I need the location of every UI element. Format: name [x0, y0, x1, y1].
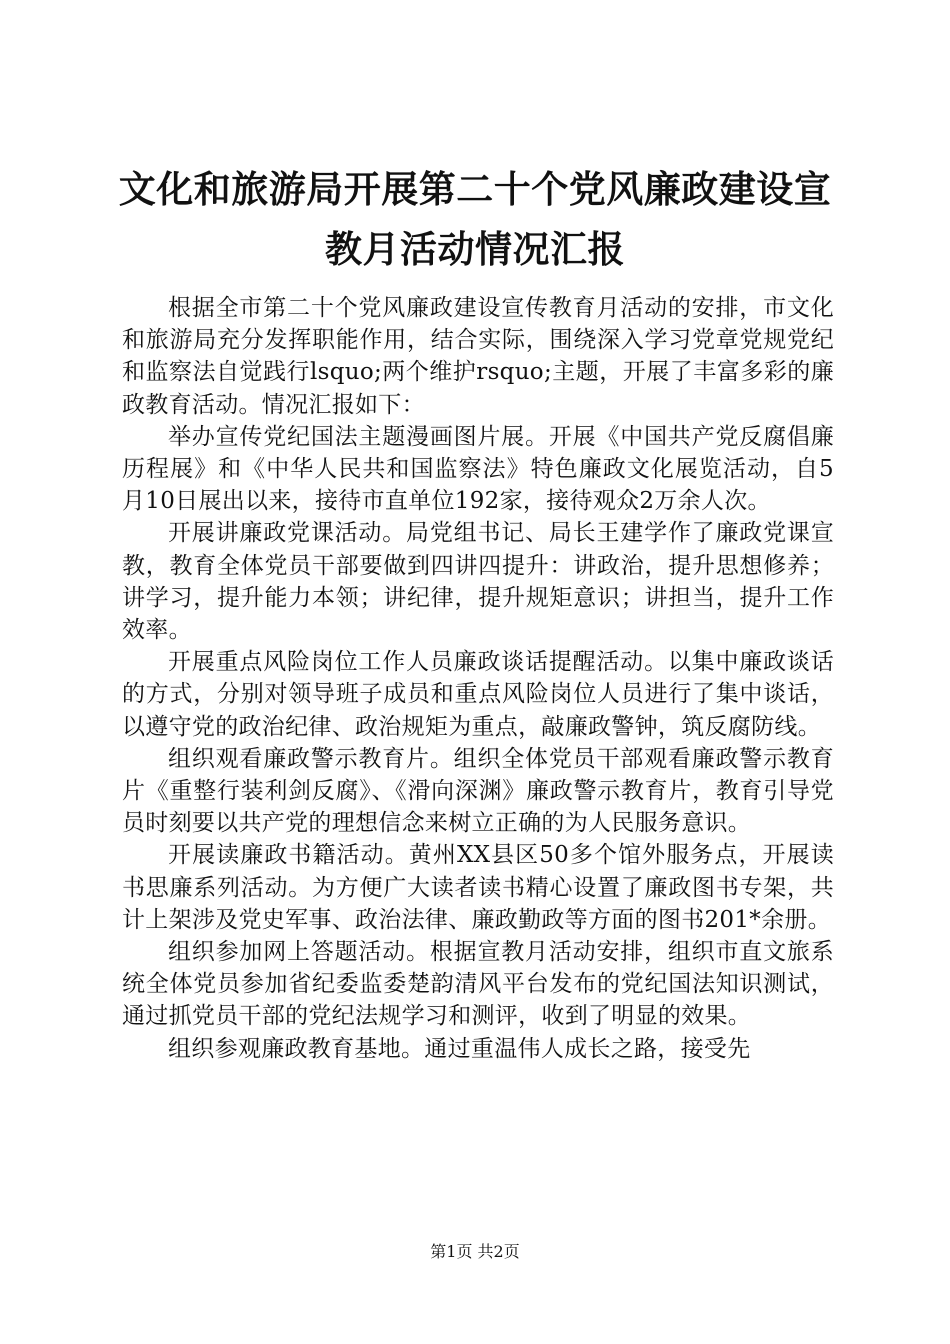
paragraph-integrity-talk: 开展重点风险岗位工作人员廉政谈话提醒活动。以集中廉政谈话的方式，分别对领导班子成员和重点风险岗位人员进行了集中谈话，以遵守党的政治纪律、政治规矩为重点，敲廉政警钟，筑反腐防线。: [122, 649, 834, 740]
paragraph-intro: 根据全市第二十个党风廉政建设宣传教育月活动的安排，市文化和旅游局充分发挥职能作用，结合实际，围绕深入学习党章党规党纪和监察法自觉践行lsquo;两个维护rsquo;主题，开展了丰富多彩的廉政教育活动。情况汇报如下：: [122, 295, 834, 418]
page-footer: 第1页 共2页: [430, 1242, 520, 1261]
document-body: [122, 292, 834, 1065]
paragraph-reading: 开展读廉政书籍活动。黄州XX县区50多个馆外服务点，开展读书思廉系列活动。为方便广大读者读书精心设置了廉政图书专架，共计上架涉及党史军事、政治法律、廉政勤政等方面的图书201*余册。: [122, 842, 834, 933]
paragraph-education-base: 组织参观廉政教育基地。通过重温伟人成长之路，接受先: [168, 1035, 751, 1062]
document-title: 文化和旅游局开展第二十个党风廉政建设宣教月活动情况汇报: [118, 168, 832, 271]
paragraph-warning-film: 组织观看廉政警示教育片。组织全体党员干部观看廉政警示教育片《重整行装利剑反腐》、《滑向深渊》廉政警示教育片，教育引导党员时刻要以共产党的理想信念来树立正确的为人民服务意识。: [122, 745, 834, 837]
paragraph-party-lecture: 开展讲廉政党课活动。局党组书记、局长王建学作了廉政党课宣教，教育全体党员干部要做到四讲四提升：讲政治，提升思想修养；讲学习，提升能力本领；讲纪律，提升规矩意识；讲担当，提升工作效率。: [122, 520, 834, 644]
paragraph-exhibition: 举办宣传党纪国法主题漫画图片展。开展《中国共产党反腐倡廉历程展》和《中华人民共和国监察法》特色廉政文化展览活动，自5月10日展出以来，接待市直单位192家，接待观众2万余人次。: [122, 423, 834, 515]
paragraph-online-quiz: 组织参加网上答题活动。根据宣教月活动安排，组织市直文旅系统全体党员参加省纪委监委楚韵清风平台发布的党纪国法知识测试，通过抓党员干部的党纪法规学习和测评，收到了明显的效果。: [122, 939, 834, 1030]
